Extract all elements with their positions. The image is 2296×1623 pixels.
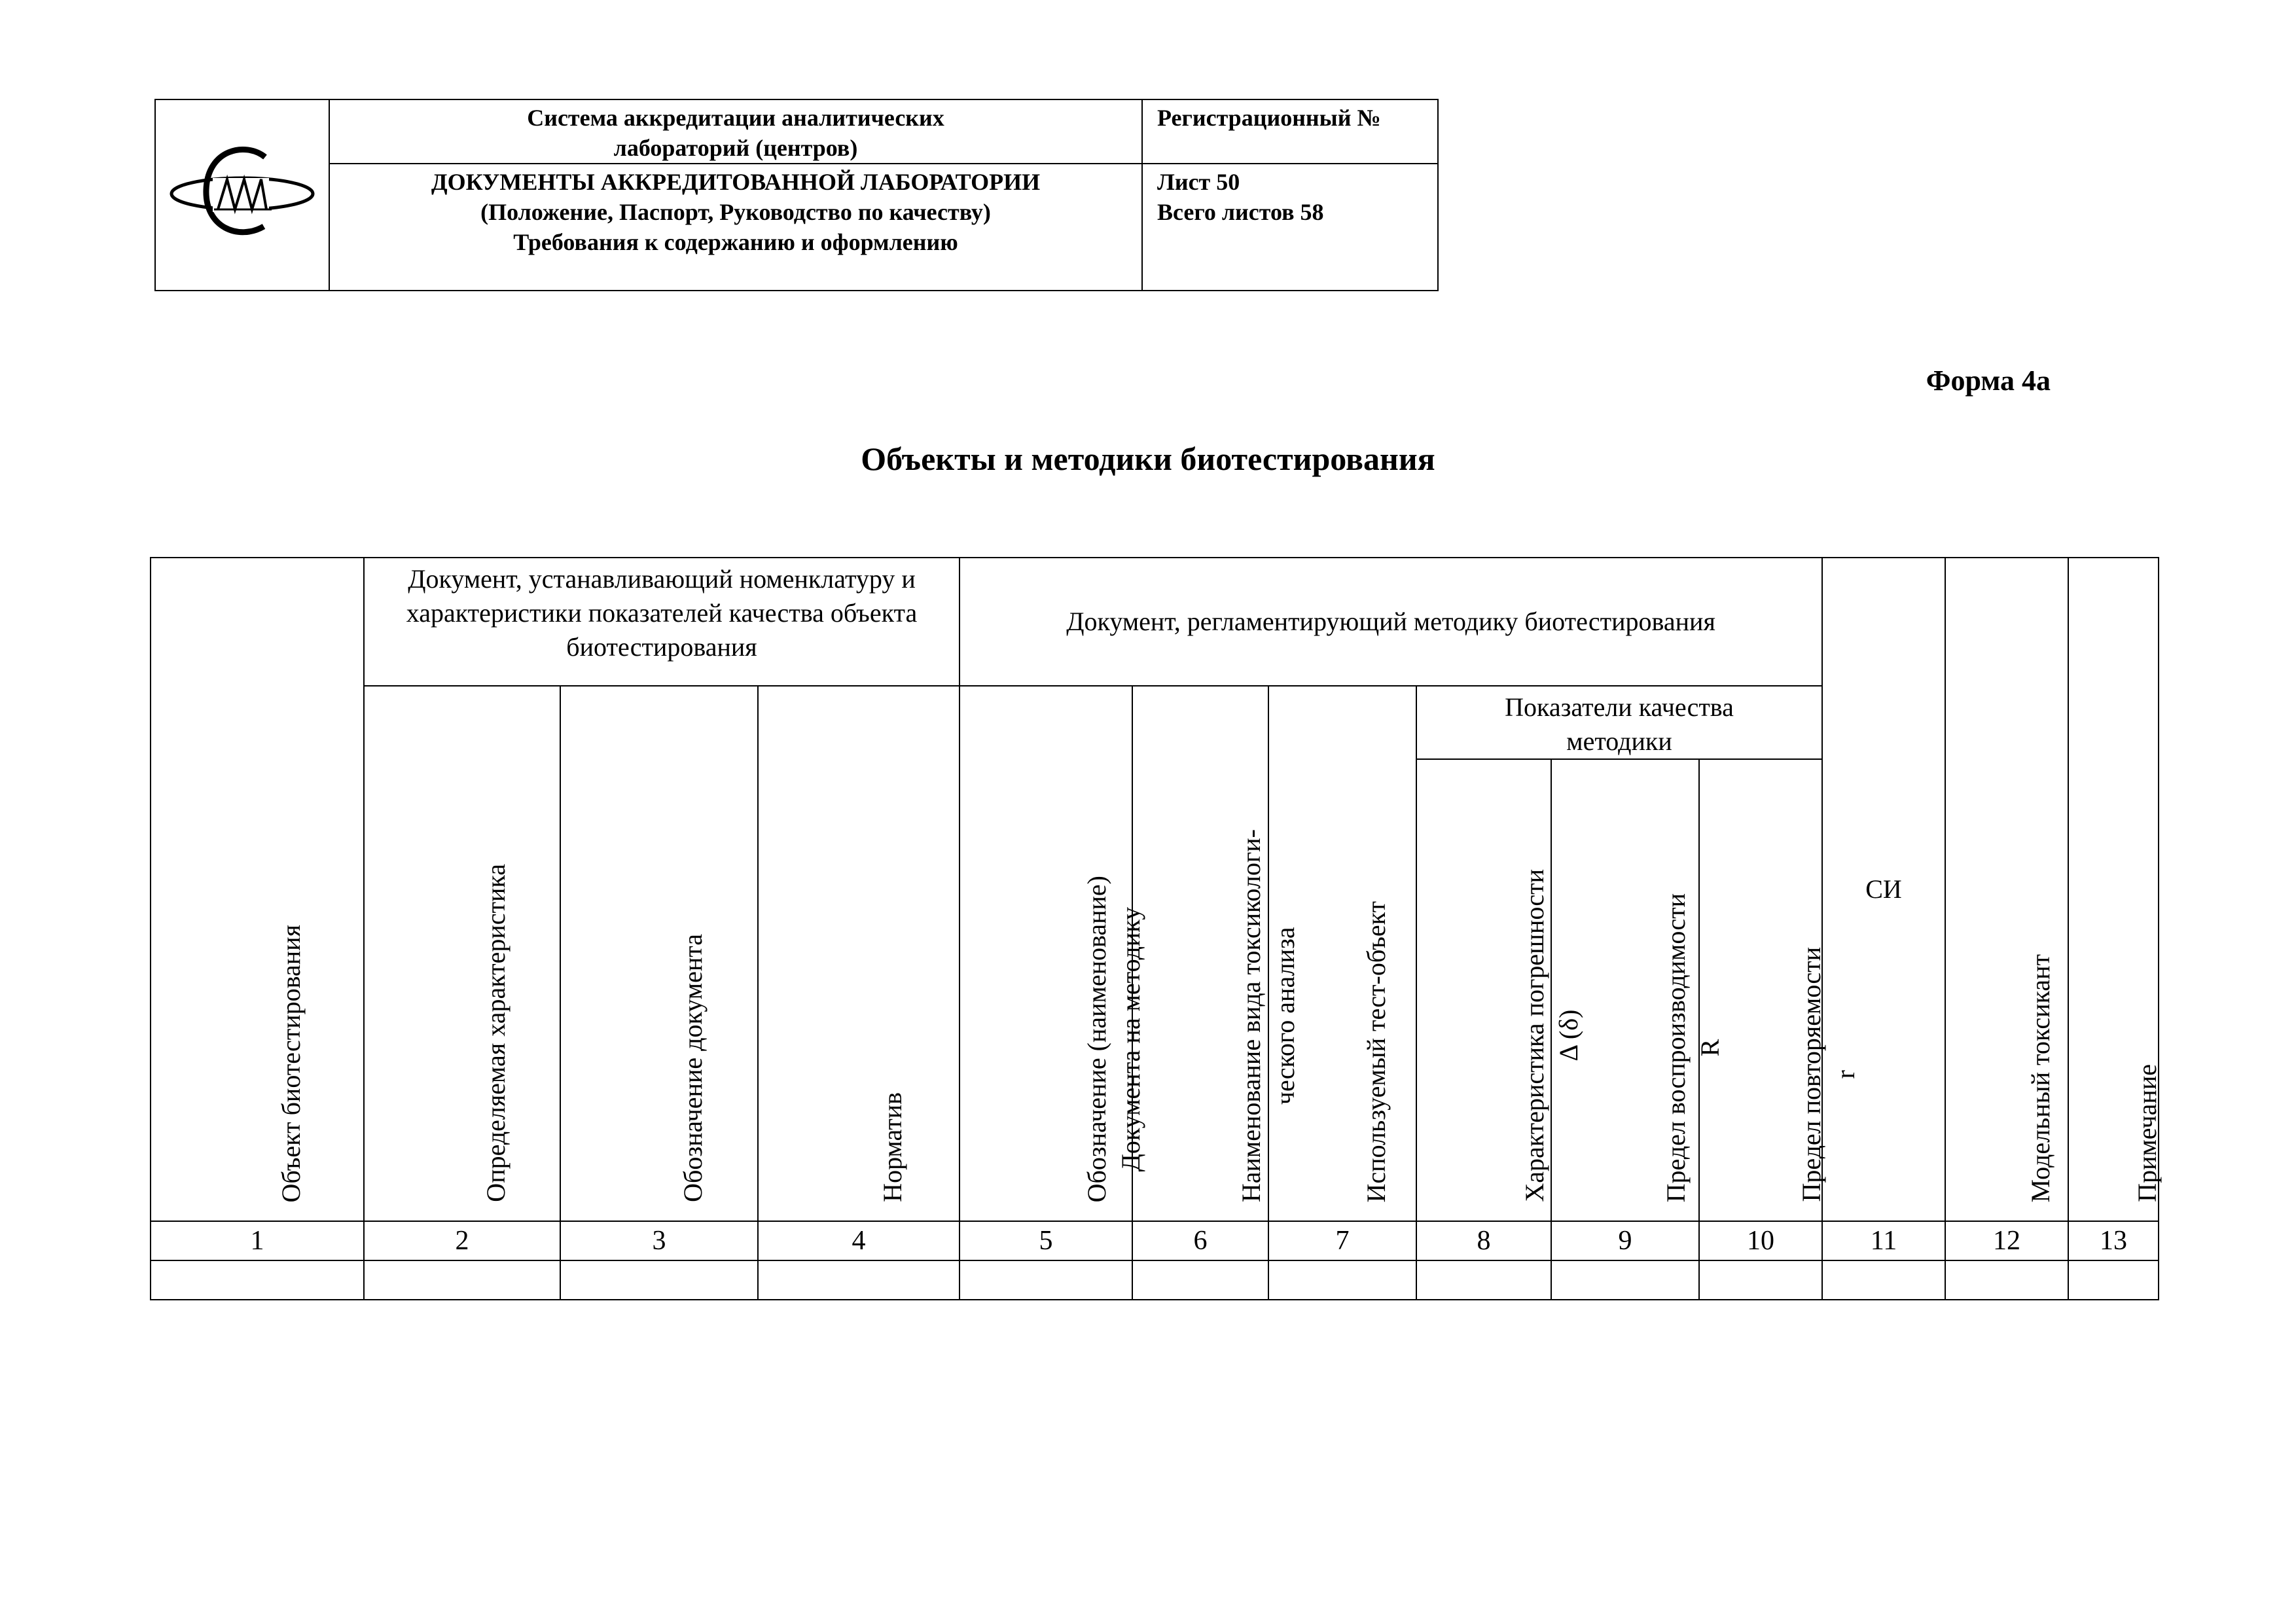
data-cell[interactable]: [1268, 1260, 1416, 1300]
col10-label-line1: Предел повторяемости: [1797, 947, 1827, 1202]
logo-cell: [155, 99, 329, 291]
col9-label-line1: Предел воспроизводимости: [1661, 893, 1691, 1202]
document-type-line1: ДОКУМЕНТЫ АККРЕДИТОВАННОЙ ЛАБОРАТОРИИ: [431, 169, 1041, 195]
col-number-1: 1: [151, 1221, 364, 1260]
col-number-6: 6: [1132, 1221, 1268, 1260]
group-nomenclature-line3: биотестирования: [566, 632, 757, 662]
form-label: Форма 4а: [1926, 365, 2051, 397]
data-cell[interactable]: [1551, 1260, 1699, 1300]
data-cell[interactable]: [1699, 1260, 1822, 1300]
header-col-norm: [758, 686, 960, 1221]
col8-label-line2: Δ (δ): [1554, 1010, 1584, 1062]
header-col-error: [1416, 759, 1584, 1221]
header-col-test-object: [1268, 686, 1416, 1221]
data-cell[interactable]: [151, 1260, 364, 1300]
header-col-analysis-type: [1132, 686, 1300, 1221]
data-cell[interactable]: [2068, 1260, 2159, 1300]
col9-label-line2: R: [1695, 1039, 1725, 1057]
col11-label: СИ: [1865, 874, 1902, 904]
group-quality-line2: методики: [1566, 726, 1672, 756]
header-col-repeatability: [1699, 759, 1861, 1221]
header-col-characteristic: [364, 686, 560, 1221]
col-number-8: 8: [1416, 1221, 1551, 1260]
data-cell[interactable]: [758, 1260, 960, 1300]
col6-label-line2: ческого анализа: [1270, 927, 1300, 1105]
col2-label: Определяемая характеристика: [481, 864, 511, 1202]
sheet-number: Лист 50: [1157, 169, 1240, 195]
data-cell[interactable]: [1132, 1260, 1268, 1300]
group-nomenclature-line1: Документ, устанавливающий номенклатуру и: [408, 564, 916, 594]
header-col-toxicant: [1945, 558, 2068, 1221]
data-cell[interactable]: [1945, 1260, 2068, 1300]
col8-label-line1: Характеристика погрешности: [1520, 869, 1550, 1202]
data-cell[interactable]: [364, 1260, 560, 1300]
col-number-11: 11: [1822, 1221, 1945, 1260]
col-number-7: 7: [1268, 1221, 1416, 1260]
header-col-object: [151, 558, 364, 1221]
biotesting-table: [150, 557, 2162, 1300]
registration-cell: [1142, 99, 1438, 164]
data-cell[interactable]: [960, 1260, 1132, 1300]
group-nomenclature-line2: характеристики показателей качества объекта: [406, 598, 918, 628]
document-type-line3: Требования к содержанию и оформлению: [513, 229, 958, 255]
col12-label: Модельный токсикант: [2026, 954, 2056, 1202]
col-number-2: 2: [364, 1221, 560, 1260]
col10-label-line2: r: [1831, 1070, 1861, 1079]
total-sheets: Всего листов 58: [1157, 199, 1324, 225]
group-method-label: Документ, регламентирующий методику биотестирования: [1066, 607, 1715, 636]
empty-data-row: [151, 1260, 2159, 1300]
col13-label: Примечание: [2132, 1064, 2162, 1202]
header-group-method: [960, 558, 1822, 686]
data-cell[interactable]: [560, 1260, 758, 1300]
col-number-4: 4: [758, 1221, 960, 1260]
col-number-10: 10: [1699, 1221, 1822, 1260]
system-name-cell: [329, 99, 1142, 164]
accreditation-logo-icon: [167, 136, 317, 247]
col-number-3: 3: [560, 1221, 758, 1260]
col-number-5: 5: [960, 1221, 1132, 1260]
system-name-line1: Система аккредитации аналитических: [527, 105, 944, 131]
header-col-doc-designation: [560, 686, 758, 1221]
system-name-line2: лабораторий (центров): [613, 135, 858, 161]
col5-label-line2: Документа на методику: [1116, 906, 1146, 1171]
col1-label: Объект биотестирования: [276, 924, 306, 1202]
header-col-reproducibility: [1551, 759, 1725, 1221]
sheet-info-cell: [1142, 164, 1438, 291]
col5-label-line1: Обозначение (наименование): [1082, 875, 1112, 1202]
document-type-cell: [329, 164, 1142, 291]
col3-label: Обозначение документа: [678, 934, 708, 1202]
col-number-12: 12: [1945, 1221, 2068, 1260]
col-number-9: 9: [1551, 1221, 1699, 1260]
header-group-quality: [1416, 686, 1822, 759]
column-numbers-row: [151, 1221, 2159, 1260]
document-header: [154, 99, 1439, 291]
col4-label: Норматив: [878, 1092, 907, 1202]
group-quality-line1: Показатели качества: [1505, 692, 1734, 722]
header-col-method-doc: [960, 686, 1146, 1221]
col6-label-line1: Наименование вида токсикологи-: [1236, 829, 1266, 1202]
page-title: Объекты и методики биотестирования: [861, 440, 1435, 477]
header-group-nomenclature: [364, 558, 960, 686]
document-type-line2: (Положение, Паспорт, Руководство по качеству): [480, 199, 991, 225]
data-cell[interactable]: [1822, 1260, 1945, 1300]
header-col-note: [2068, 558, 2162, 1221]
col-number-13: 13: [2068, 1221, 2159, 1260]
registration-number-label: Регистрационный №: [1157, 105, 1381, 131]
data-cell[interactable]: [1416, 1260, 1551, 1300]
col7-label: Используемый тест-объект: [1361, 901, 1391, 1202]
